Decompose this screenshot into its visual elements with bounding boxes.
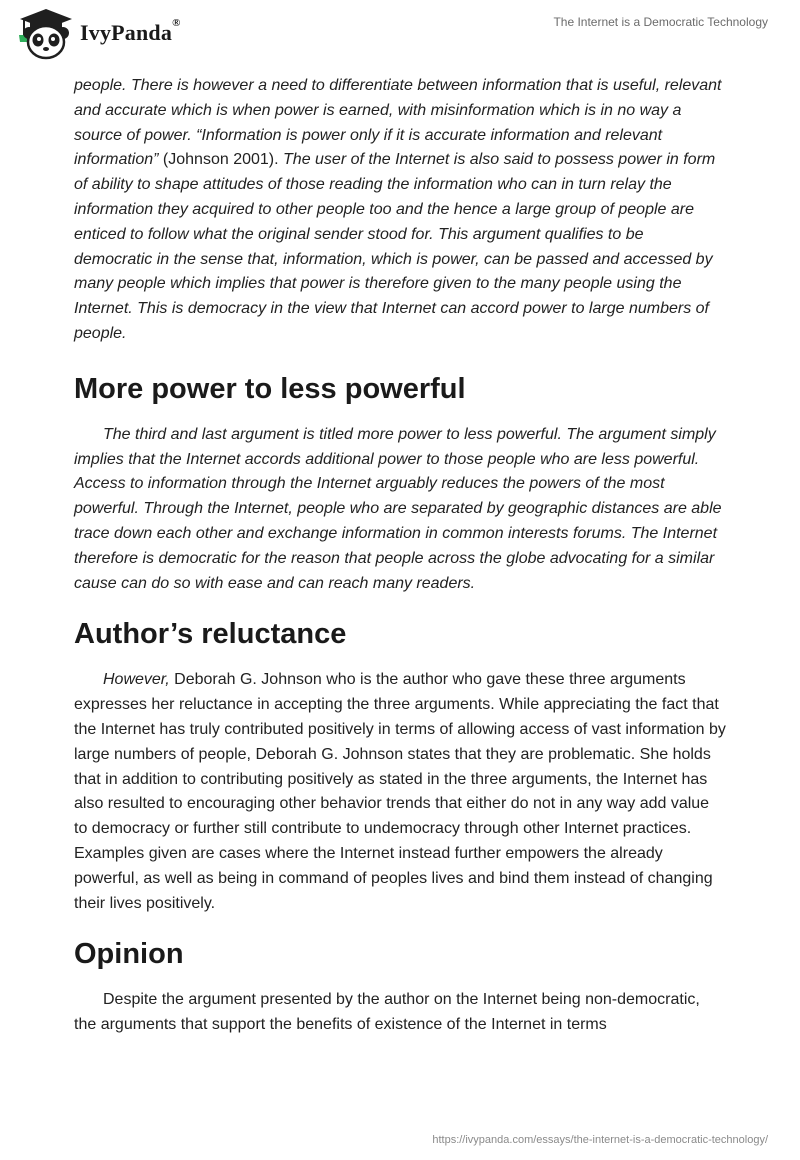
paragraph-opinion: Despite the argument presented by the author on the Internet being non-democratic, the arguments that support the benefits of existence of the Internet in terms xyxy=(74,991,700,1034)
page-header xyxy=(0,0,800,70)
p1-text-a: people. There is however a need to differentiate between information that is useful, relevant and accurate which is when power is earned, with misinformation which is in no way a source of power. “Information is power only if it is accurate information and relevant information” xyxy=(74,77,722,169)
heading-opinion: Opinion xyxy=(74,938,184,971)
heading-more-power: More power to less powerful xyxy=(74,372,466,405)
paragraph-reluctance xyxy=(74,668,726,916)
ivypanda-logo-icon[interactable] xyxy=(16,7,76,61)
p1-text-c: The user of the Internet is also said to possess power in form of ability to shape attitudes of those reading the information who can in turn relay the information they acquired to other people too and the hence a large group of people are enticed to follow what the original sender stood for. This argument qualifies to be democratic in the sense that, information, which is power, can be passed and accessed by many people which implies that power is therefore given to the many people using the Internet. This is democracy in the view that Internet can accord power to large numbers of people. xyxy=(74,151,716,342)
brand-name[interactable] xyxy=(80,17,181,46)
p1-citation: (Johnson 2001). xyxy=(158,151,284,169)
p3-however: However, xyxy=(103,671,170,689)
brand-text: IvyPanda xyxy=(80,20,173,45)
paragraph-more-power: The third and last argument is titled more power to less powerful. The argument simply implies that the Internet accords additional power to those people who are less powerful. Access to information through the Internet arguably reduces the powers of the most powerful. Through the Internet, people who are separated by geographic distances are able trace down each other and exchange information in common interests forums. The Internet therefore is democratic for the reason that people across the globe advocating for a similar cause can do so with ease and can reach many readers. xyxy=(74,425,722,592)
source-url-link[interactable]: https://ivypanda.com/essays/the-internet-is-a-democratic-technology/ xyxy=(432,1134,768,1146)
heading-authors-reluctance: Author’s reluctance xyxy=(74,618,347,651)
essay-body xyxy=(74,74,726,1038)
paragraph-power-of-information xyxy=(74,74,726,347)
document-title: The Internet is a Democratic Technology xyxy=(553,15,768,29)
p3-text: Deborah G. Johnson who is the author who gave these three arguments expresses her reluctance in accepting the three arguments. While appreciating the fact that the Internet has truly contributed positively in terms of allowing access of vast information by large numbers of people, Deborah G. Johnson states that they are problematic. She holds that in addition to contributing positively as stated in the three arguments, the Internet has also resulted to encouraging other behavior trends that either do not in any way add value to democracy or further still contribute to undemocracy through other Internet practices. Examples given are cases where the Internet instead further empowers the already powerful, as well as being in command of peoples lives and bind them instead of changing their lives positively. xyxy=(74,671,726,912)
brand-registered-mark: ® xyxy=(172,17,181,29)
